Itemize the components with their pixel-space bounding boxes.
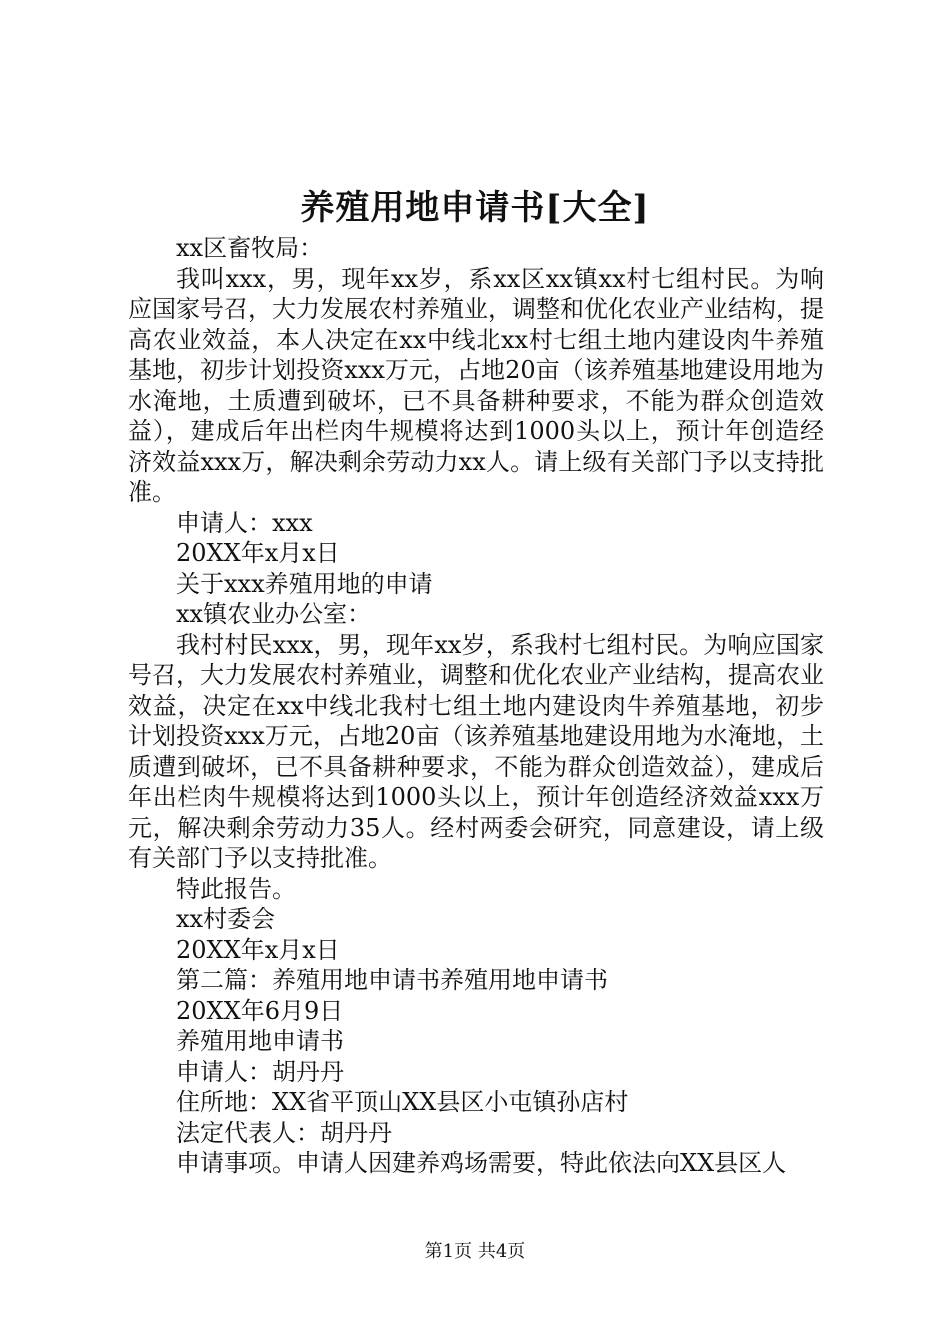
date-line: 20XX年6月9日: [176, 996, 344, 1025]
section-heading: 关于xxx养殖用地的申请: [176, 569, 433, 598]
legal-representative-line: 法定代表人：胡丹丹: [176, 1118, 392, 1147]
applicant-line: 申请人：胡丹丹: [176, 1057, 344, 1086]
document-body: [128, 233, 824, 1179]
addressee-line: xx镇农业办公室：: [176, 600, 372, 628]
date-line: 20XX年x月x日: [176, 935, 340, 964]
date-line: 20XX年x月x日: [176, 539, 340, 567]
document-title: 养殖用地申请书[大全]: [300, 188, 650, 228]
addressee-line: xx区畜牧局：: [176, 234, 324, 262]
signature-line: xx村委会: [176, 905, 276, 933]
body-paragraph: 我村村民xxx，男，现年xx岁，系我村七组村民。为响应国家号召，大力发展农村养殖业，调整和优化农业产业结构，提高农业效益，决定在xx中线北我村七组土地内建设肉牛养殖基地，初步计划投资xxx万元，占地20亩（该养殖基地建设用地为水淹地，土质遭到破坏，已不具备耕种要求，不能为群众创造效益），建成后年出栏肉牛规模将达到1000头以上，预计年创造经济效益xxx万元，解决剩余劳动力35人。经村两委会研究，同意建设，请上级有关部门予以支持批准。: [128, 630, 824, 872]
address-line: 住所地：XX省平顶山XX县区小屯镇孙店村: [176, 1088, 629, 1116]
section-heading: 第二篇：养殖用地申请书养殖用地申请书: [176, 966, 608, 994]
page-footer: 第1页 共4页: [424, 1241, 526, 1262]
section-heading: 养殖用地申请书: [176, 1027, 344, 1055]
application-matter-line: 申请事项。申请人因建养鸡场需要，特此依法向XX县区人: [176, 1149, 787, 1177]
closing-line: 特此报告。: [176, 874, 296, 903]
body-paragraph: 我叫xxx，男，现年xx岁，系xx区xx镇xx村七组村民。为响应国家号召，大力发展农村养殖业，调整和优化农业产业结构，提高农业效益，本人决定在xx中线北xx村七组土地内建设肉牛养殖基地，初步计划投资xxx万元，占地20亩（该养殖基地建设用地为水淹地，土质遭到破坏，已不具备耕种要求，不能为群众创造效益），建成后年出栏肉牛规模将达到1000头以上，预计年创造经济效益xxx万，解决剩余劳动力xx人。请上级有关部门予以支持批准。: [128, 264, 824, 506]
applicant-line: 申请人：xxx: [176, 508, 313, 537]
